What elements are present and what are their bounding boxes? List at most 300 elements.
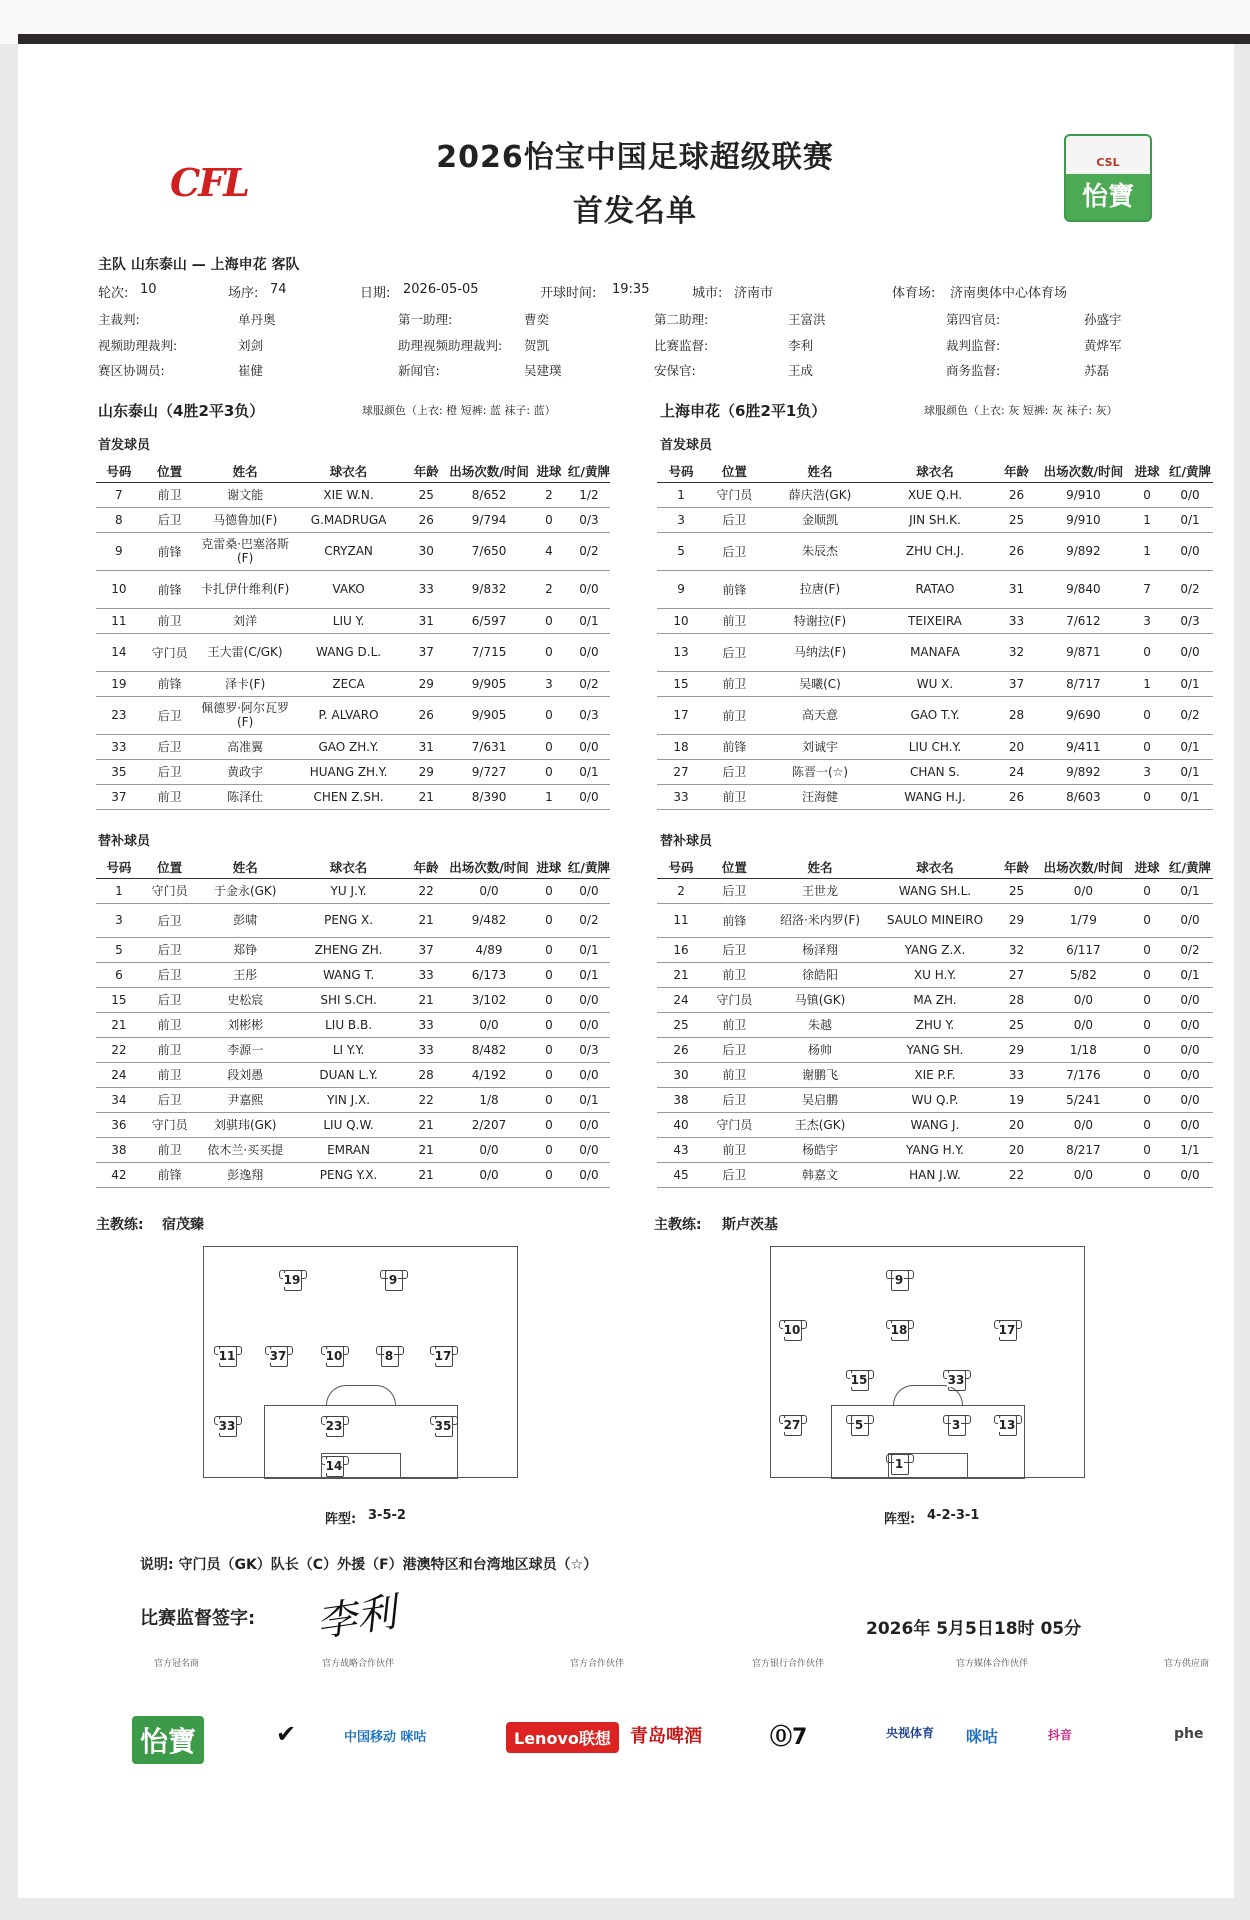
player-row (96, 734, 610, 759)
player-row (96, 482, 610, 507)
player-shirt-icon: 23 (321, 1413, 347, 1437)
column-header: 年龄 (993, 460, 1039, 482)
player-name: 韩嘉文 (764, 1162, 877, 1187)
shirt-name: XU H.Y. (876, 962, 993, 987)
cards: 0/1 (568, 962, 610, 987)
official-role-label: 视频助理裁判: (98, 338, 178, 353)
player-name: 尹嘉熙 (198, 1087, 293, 1112)
column-header: 进球 (530, 856, 568, 878)
position: 守门员 (142, 1112, 198, 1137)
shirt-name: TEIXEIRA (876, 608, 993, 633)
appearances: 0/0 (1039, 878, 1127, 903)
age: 25 (993, 878, 1039, 903)
age: 28 (404, 1062, 448, 1087)
player-name: 王杰(GK) (764, 1112, 877, 1137)
player-shirt-icon: 37 (265, 1343, 291, 1367)
goals: 3 (530, 671, 568, 696)
shirt-number: 36 (96, 1112, 142, 1137)
goals: 1 (1127, 671, 1167, 696)
player-name: 王大雷(C/GK) (197, 633, 292, 671)
official-role-label: 第四官员: (946, 312, 1001, 327)
appearances: 9/832 (448, 570, 530, 608)
shirt-name: LIU CH.Y. (876, 734, 993, 759)
player-shirt-icon: 33 (214, 1413, 240, 1437)
position: 后卫 (705, 1087, 764, 1112)
player-name: 谢文能 (197, 482, 292, 507)
teams-line: 主队 山东泰山 — 上海申花 客队 (98, 257, 300, 273)
shirt-name: CHEN Z.SH. (293, 784, 405, 809)
player-row (96, 1162, 610, 1187)
appearances: 9/690 (1039, 696, 1127, 734)
appearances: 2/207 (448, 1112, 530, 1137)
official-name: 苏磊 (1084, 363, 1110, 378)
city-value: 济南市 (734, 286, 774, 301)
shirt-number: 5 (96, 937, 142, 962)
shirt-number: 34 (96, 1087, 142, 1112)
position: 后卫 (705, 633, 764, 671)
official-role-label: 赛区协调员: (98, 363, 165, 378)
goals: 0 (1127, 987, 1167, 1012)
shirt-name: YIN J.X. (293, 1087, 404, 1112)
seq-value: 74 (270, 282, 287, 297)
column-header: 球衣名 (293, 460, 405, 482)
shirt-name: YANG H.Y. (876, 1137, 993, 1162)
appearances: 7/612 (1039, 608, 1127, 633)
position: 后卫 (142, 507, 198, 532)
age: 32 (993, 633, 1039, 671)
official-name: 单丹奥 (238, 312, 276, 327)
player-row (657, 507, 1213, 532)
cards: 0/1 (568, 1087, 610, 1112)
away-coach-name: 斯卢茨基 (722, 1217, 778, 1233)
shirt-number: 9 (657, 570, 705, 608)
shirt-name: PENG Y.X. (293, 1162, 404, 1187)
shirt-name: WANG D.L. (293, 633, 405, 671)
shirt-name: XIE W.N. (293, 482, 405, 507)
column-header: 号码 (96, 460, 142, 482)
top-dark-band (0, 0, 1250, 44)
position: 前锋 (705, 570, 764, 608)
player-name: 吴曦(C) (764, 671, 877, 696)
player-shirt-icon: 3 (943, 1412, 969, 1436)
appearances: 6/173 (448, 962, 530, 987)
age: 21 (404, 987, 448, 1012)
goals: 0 (1127, 1062, 1167, 1087)
appearances: 8/717 (1039, 671, 1127, 696)
column-header: 年龄 (404, 460, 448, 482)
position: 后卫 (142, 987, 198, 1012)
position: 前卫 (705, 784, 764, 809)
age: 20 (993, 1112, 1039, 1137)
home-coach-label: 主教练: (96, 1217, 144, 1233)
goals: 0 (530, 878, 568, 903)
shirt-number: 5 (657, 532, 705, 570)
away-subs-table (657, 856, 1213, 1188)
signature-image: 李利 (313, 1589, 400, 1647)
age: 28 (993, 696, 1039, 734)
shirt-number: 30 (657, 1062, 705, 1087)
player-row (657, 482, 1213, 507)
shirt-name: MA ZH. (876, 987, 993, 1012)
appearances: 9/910 (1039, 482, 1127, 507)
goals: 0 (1127, 1087, 1167, 1112)
cards: 0/0 (568, 570, 610, 608)
age: 19 (993, 1087, 1039, 1112)
age: 22 (404, 1087, 448, 1112)
sponsor-category-label: 官方合作伙伴 (570, 1659, 625, 1669)
player-shirt-icon: 8 (376, 1343, 402, 1367)
official-name: 黄烨军 (1084, 338, 1122, 353)
position: 守门员 (705, 1112, 764, 1137)
shirt-number: 10 (96, 570, 142, 608)
age: 37 (993, 671, 1039, 696)
player-name: 马镇(GK) (764, 987, 877, 1012)
goals: 0 (1127, 1012, 1167, 1037)
player-name: 泽卡(F) (197, 671, 292, 696)
age: 22 (993, 1162, 1039, 1187)
player-name: 朱越 (764, 1012, 877, 1037)
away-formation-value: 4-2-3-1 (927, 1508, 980, 1523)
player-row (96, 903, 610, 937)
appearances: 9/910 (1039, 507, 1127, 532)
player-row (657, 1062, 1213, 1087)
cards: 0/0 (568, 784, 610, 809)
column-header: 年龄 (993, 856, 1039, 878)
official-name: 王富洪 (788, 312, 826, 327)
cards: 0/0 (1167, 1112, 1213, 1137)
cards: 0/2 (1167, 937, 1213, 962)
cards: 0/0 (568, 878, 610, 903)
appearances: 3/102 (448, 987, 530, 1012)
player-row (96, 1062, 610, 1087)
player-name: 杨帅 (764, 1037, 877, 1062)
appearances: 9/482 (448, 903, 530, 937)
goals: 0 (530, 696, 568, 734)
sponsor-category-label: 官方媒体合作伙伴 (956, 1659, 1029, 1669)
shirt-number: 24 (657, 987, 705, 1012)
round-label: 轮次: (98, 286, 129, 301)
appearances: 0/0 (448, 1012, 530, 1037)
cards: 0/2 (568, 671, 610, 696)
age: 33 (404, 1012, 448, 1037)
age: 29 (404, 759, 448, 784)
player-row (657, 1087, 1213, 1112)
player-shirt-icon: 35 (430, 1413, 456, 1437)
home-formation-value: 3-5-2 (368, 1508, 406, 1523)
player-row (96, 633, 610, 671)
player-row (657, 987, 1213, 1012)
appearances: 6/597 (448, 608, 530, 633)
player-row (657, 633, 1213, 671)
home-coach-name: 宿茂臻 (162, 1217, 204, 1233)
official-role-label: 新闻官: (398, 363, 440, 378)
age: 20 (993, 1137, 1039, 1162)
official-name: 王成 (788, 363, 814, 378)
column-header: 位置 (142, 856, 198, 878)
player-row (657, 784, 1213, 809)
cards: 0/3 (568, 696, 610, 734)
goals: 0 (1127, 1037, 1167, 1062)
away-kit-colors: 球服颜色（上衣: 灰 短裤: 灰 袜子: 灰） (924, 404, 1118, 417)
player-name: 马纳法(F) (764, 633, 877, 671)
appearances: 9/905 (448, 696, 530, 734)
home-starters-table (96, 460, 610, 810)
position: 前锋 (705, 734, 764, 759)
position: 后卫 (705, 1037, 764, 1062)
player-row (96, 962, 610, 987)
age: 26 (404, 507, 448, 532)
player-row (657, 570, 1213, 608)
appearances: 8/390 (448, 784, 530, 809)
shirt-name: WANG J. (876, 1112, 993, 1137)
player-name: 徐皓阳 (764, 962, 877, 987)
appearances: 8/603 (1039, 784, 1127, 809)
date-value: 2026-05-05 (403, 282, 479, 297)
goals: 7 (1127, 570, 1167, 608)
player-shirt-icon: 14 (321, 1453, 347, 1477)
official-name: 曹奕 (524, 312, 550, 327)
age: 29 (993, 903, 1039, 937)
date-label: 日期: (360, 286, 391, 301)
player-row (96, 696, 610, 734)
shirt-number: 24 (96, 1062, 142, 1087)
player-row (96, 784, 610, 809)
sponsor-category-label: 官方供应商 (1164, 1659, 1210, 1669)
age: 27 (993, 962, 1039, 987)
position: 前卫 (705, 696, 764, 734)
position: 前卫 (705, 608, 764, 633)
player-shirt-icon: 1 (886, 1451, 912, 1475)
sponsor-logo: ✔ (276, 1720, 297, 1748)
position: 后卫 (142, 937, 198, 962)
age: 31 (993, 570, 1039, 608)
shirt-number: 8 (96, 507, 142, 532)
player-name: 王彤 (198, 962, 293, 987)
official-role-label: 第一助理: (398, 312, 453, 327)
appearances: 9/905 (448, 671, 530, 696)
age: 25 (993, 1012, 1039, 1037)
player-row (96, 570, 610, 608)
position: 前卫 (142, 784, 198, 809)
shirt-name: CRYZAN (293, 532, 405, 570)
position: 前卫 (142, 1012, 198, 1037)
player-row (657, 962, 1213, 987)
goals: 0 (1127, 696, 1167, 734)
age: 30 (404, 532, 448, 570)
shirt-name: DUAN L.Y. (293, 1062, 404, 1087)
appearances: 5/241 (1039, 1087, 1127, 1112)
cards: 0/1 (1167, 671, 1213, 696)
cards: 0/0 (1167, 987, 1213, 1012)
player-row (96, 1037, 610, 1062)
age: 20 (993, 734, 1039, 759)
position: 后卫 (705, 878, 764, 903)
age: 26 (993, 784, 1039, 809)
column-header: 红/黄牌 (1167, 460, 1213, 482)
goals: 0 (1127, 878, 1167, 903)
appearances: 0/0 (1039, 1112, 1127, 1137)
shirt-name: ZHU Y. (876, 1012, 993, 1037)
shirt-name: HUANG ZH.Y. (293, 759, 405, 784)
player-row (96, 759, 610, 784)
player-row (657, 734, 1213, 759)
appearances: 7/631 (448, 734, 530, 759)
player-name: 郑铮 (198, 937, 293, 962)
sponsor-logo: ⓪7 (770, 1725, 808, 1750)
shirt-name: WANG T. (293, 962, 404, 987)
appearances: 6/117 (1039, 937, 1127, 962)
shirt-name: WU X. (876, 671, 993, 696)
player-row (657, 608, 1213, 633)
position: 后卫 (142, 759, 198, 784)
cards: 0/1 (1167, 878, 1213, 903)
player-shirt-icon: 13 (994, 1412, 1020, 1436)
position: 后卫 (705, 507, 764, 532)
shirt-number: 27 (657, 759, 705, 784)
legend-note: 说明: 守门员（GK）队长（C）外援（F）港澳特区和台湾地区球员（☆） (140, 1557, 598, 1573)
goals: 0 (530, 1062, 568, 1087)
shirt-name: MANAFA (876, 633, 993, 671)
cards: 0/0 (1167, 482, 1213, 507)
player-name: 依木兰·买买提 (198, 1137, 293, 1162)
shirt-number: 7 (96, 482, 142, 507)
player-row (657, 1162, 1213, 1187)
penalty-arc (326, 1385, 396, 1405)
appearances: 7/650 (448, 532, 530, 570)
sponsor-logo: phe (1174, 1726, 1204, 1742)
cards: 0/0 (1167, 1062, 1213, 1087)
shirt-name: ZHENG ZH. (293, 937, 404, 962)
sponsor-logo: 咪咕 (966, 1727, 999, 1746)
goals: 3 (1127, 608, 1167, 633)
player-name: 于金永(GK) (198, 878, 293, 903)
cards: 0/0 (568, 1162, 610, 1187)
appearances: 9/794 (448, 507, 530, 532)
shirt-number: 38 (96, 1137, 142, 1162)
age: 33 (993, 608, 1039, 633)
player-name: 彭啸 (198, 903, 293, 937)
column-header: 红/黄牌 (568, 460, 610, 482)
player-row (657, 671, 1213, 696)
shirt-name: WU Q.P. (876, 1087, 993, 1112)
player-row (657, 1037, 1213, 1062)
age: 25 (993, 507, 1039, 532)
player-row (657, 903, 1213, 937)
player-name: 王世龙 (764, 878, 877, 903)
column-header: 号码 (96, 856, 142, 878)
column-header: 年龄 (404, 856, 448, 878)
player-name: 克雷桑·巴塞洛斯(F) (197, 532, 292, 570)
goals: 0 (1127, 1162, 1167, 1187)
goals: 0 (1127, 734, 1167, 759)
goals: 2 (530, 482, 568, 507)
goals: 0 (1127, 1112, 1167, 1137)
sponsor-category-label: 官方冠名商 (154, 1659, 200, 1669)
goals: 0 (1127, 633, 1167, 671)
official-name: 崔健 (238, 363, 264, 378)
position: 前卫 (142, 608, 198, 633)
cards: 0/1 (1167, 759, 1213, 784)
cards: 0/3 (568, 507, 610, 532)
shirt-name: YANG Z.X. (876, 937, 993, 962)
player-name: 朱辰杰 (764, 532, 877, 570)
cards: 0/0 (568, 1012, 610, 1037)
appearances: 8/652 (448, 482, 530, 507)
cards: 0/1 (568, 759, 610, 784)
position: 前卫 (142, 1062, 198, 1087)
cards: 0/0 (1167, 1162, 1213, 1187)
appearances: 1/79 (1039, 903, 1127, 937)
player-row (657, 1112, 1213, 1137)
player-row (96, 878, 610, 903)
position: 后卫 (705, 937, 764, 962)
cards: 0/0 (568, 1062, 610, 1087)
goals: 4 (530, 532, 568, 570)
shirt-number: 10 (657, 608, 705, 633)
player-row (657, 696, 1213, 734)
cards: 0/1 (568, 937, 610, 962)
cards: 1/2 (568, 482, 610, 507)
shirt-number: 3 (96, 903, 142, 937)
shirt-number: 33 (96, 734, 142, 759)
column-header: 出场次数/时间 (448, 460, 530, 482)
shirt-name: YANG SH. (876, 1037, 993, 1062)
cards: 0/2 (1167, 570, 1213, 608)
appearances: 9/840 (1039, 570, 1127, 608)
shirt-name: LI Y.Y. (293, 1037, 404, 1062)
position: 前锋 (142, 532, 198, 570)
goals: 0 (530, 759, 568, 784)
player-name: 佩德罗·阿尔瓦罗(F) (197, 696, 292, 734)
player-shirt-icon: 9 (886, 1267, 912, 1291)
shirt-number: 26 (657, 1037, 705, 1062)
position: 前卫 (705, 1012, 764, 1037)
goals: 0 (1127, 937, 1167, 962)
position: 后卫 (142, 1087, 198, 1112)
appearances: 0/0 (448, 1162, 530, 1187)
appearances: 1/8 (448, 1087, 530, 1112)
home-subs-label: 替补球员 (98, 834, 151, 849)
player-shirt-icon: 19 (279, 1267, 305, 1291)
shirt-number: 14 (96, 633, 142, 671)
appearances: 0/0 (1039, 1162, 1127, 1187)
shirt-name: G.MADRUGA (293, 507, 405, 532)
appearances: 4/89 (448, 937, 530, 962)
player-name: 段刘愚 (198, 1062, 293, 1087)
player-name: 李源一 (198, 1037, 293, 1062)
appearances: 7/176 (1039, 1062, 1127, 1087)
away-starters-table (657, 460, 1213, 810)
player-shirt-icon: 33 (943, 1367, 969, 1391)
cards: 0/0 (1167, 903, 1213, 937)
player-name: 汪海健 (764, 784, 877, 809)
cards: 0/0 (1167, 1037, 1213, 1062)
shirt-number: 42 (96, 1162, 142, 1187)
appearances: 0/0 (1039, 1012, 1127, 1037)
player-row (657, 1012, 1213, 1037)
shirt-name: EMRAN (293, 1137, 404, 1162)
shirt-name: XUE Q.H. (876, 482, 993, 507)
column-header: 号码 (657, 856, 705, 878)
player-row (657, 1137, 1213, 1162)
official-name: 贺凯 (524, 338, 550, 353)
goals: 0 (530, 987, 568, 1012)
column-header: 位置 (705, 856, 764, 878)
goals: 0 (1127, 962, 1167, 987)
goals: 0 (530, 1112, 568, 1137)
age: 37 (404, 937, 448, 962)
column-header: 进球 (530, 460, 568, 482)
